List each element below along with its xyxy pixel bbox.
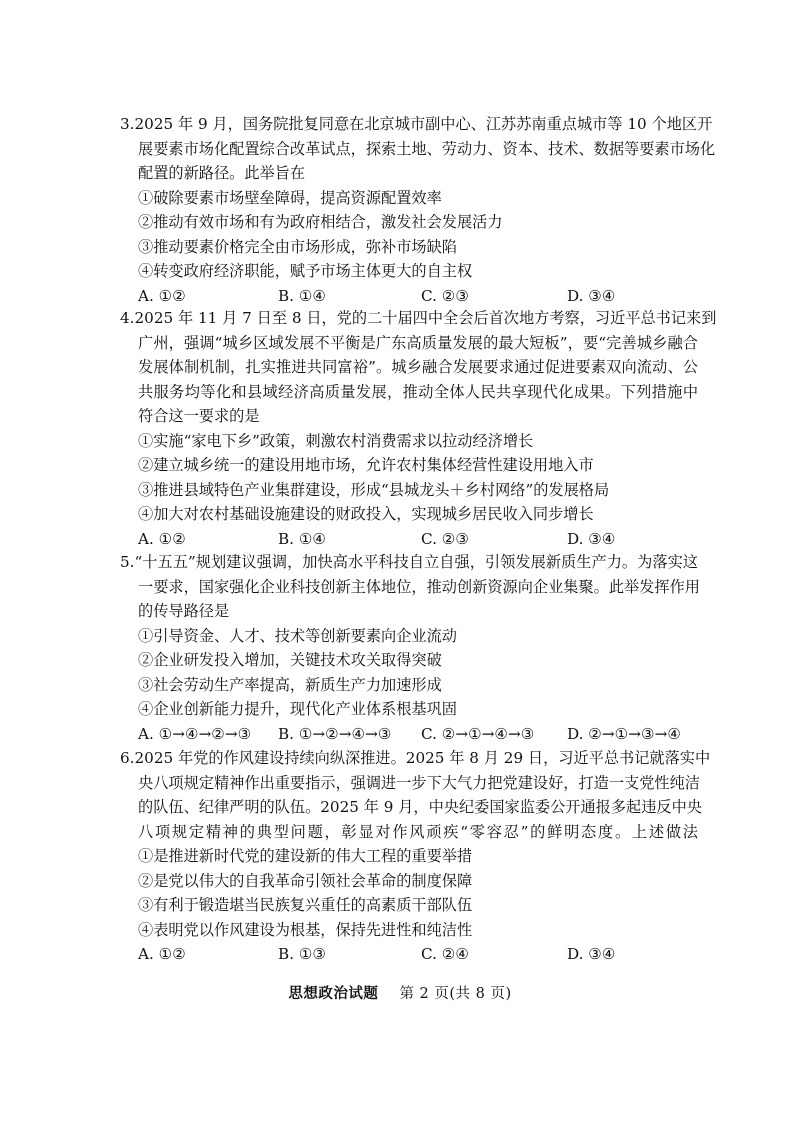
- question-stem-line: 符合这一要求的是: [138, 407, 260, 425]
- option-b: B. ①③: [278, 945, 327, 963]
- question-stem-line: 3.2025 年 9 月，国务院批复同意在北京城市副中心、江苏苏南重点城市等 10 个地区开: [120, 115, 713, 133]
- question-6: [120, 746, 711, 967]
- statement-item: ①是推进新时代党的建设新的伟大工程的重要举措: [138, 847, 473, 865]
- answer-options: [138, 284, 698, 309]
- statement-item: ①引导资金、人才、技术等创新要素向企业流动: [138, 626, 457, 645]
- answer-options: [138, 527, 698, 552]
- footer-subject: 思想政治试题: [288, 985, 379, 1002]
- question-stem-line: 发展体制机制，扎实推进共同富裕”。城乡融合发展要求通过促进要素双向流动、公: [138, 358, 698, 376]
- option-d: D. ③④: [567, 529, 616, 548]
- question-stem-line: 一要求，国家强化企业科技创新主体地位，推动创新资源向企业集聚。此举发挥作用: [138, 577, 700, 596]
- question-stem-line: 的队伍、纪律严明的队伍。2025 年 9 月，中央纪委国家监委公开通报多起违反中央: [138, 798, 702, 816]
- statement-item: ④表明党以作风建设为根基，保持先进性和纯洁性: [138, 920, 473, 939]
- option-b: B. ①→②→④→③: [278, 724, 392, 743]
- statement-item: ①实施“家电下乡”政策，刺激农村消费需求以拉动经济增长: [138, 431, 534, 450]
- option-d: D. ②→①→③→④: [567, 724, 681, 743]
- question-stem-line: 5.“十五五”规划建议强调，加快高水平科技自立自强，引领发展新质生产力。为落实这: [120, 553, 698, 571]
- statement-item: ①破除要素市场壁垒障碍，提高资源配置效率: [138, 188, 442, 207]
- question-5: [120, 550, 700, 746]
- question-stem-line: 共服务均等化和县域经济高质量发展，推动全体人民共享现代化成果。下列措施中: [138, 382, 698, 401]
- statement-item: ②推动有效市场和有为政府相结合，激发社会发展活力: [138, 213, 503, 231]
- option-d: D. ③④: [567, 945, 616, 963]
- statement-item: ④转变政府经济职能，赋予市场主体更大的自主权: [138, 262, 473, 280]
- option-b: B. ①④: [278, 529, 327, 548]
- option-c: C. ②④: [421, 945, 469, 963]
- statement-item: ④企业创新能力提升，现代化产业体系根基巩固: [138, 700, 457, 718]
- statement-item: ③推动要素价格完全由市场形成，弥补市场缺陷: [138, 237, 457, 256]
- page-footer: [0, 982, 800, 1003]
- question-stem-line: 展要素市场化配置综合改革试点，探索土地、劳动力、资本、技术、数据等要素市场化: [138, 139, 716, 158]
- option-a: A. ①→④→②→③: [138, 724, 252, 743]
- answer-options: [138, 942, 698, 967]
- answer-options: [138, 722, 698, 747]
- statement-item: ③推进县域特色产业集群建设，形成“县城龙头＋乡村网络”的发展格局: [138, 480, 610, 499]
- statement-item: ③有利于锻造堪当民族复兴重任的高素质干部队伍: [138, 896, 473, 914]
- option-b: B. ①④: [278, 286, 327, 305]
- option-c: C. ②③: [421, 529, 469, 548]
- footer-page-number: 第 2 页(共 8 页): [399, 986, 512, 1002]
- option-a: A. ①②: [138, 945, 186, 963]
- option-a: A. ①②: [138, 529, 186, 548]
- question-3: [120, 112, 716, 308]
- question-stem-line: 配置的新路径。此举旨在: [138, 164, 306, 182]
- statement-item: ④加大对农村基础设施建设的财政投入，实现城乡居民收入同步增长: [138, 505, 594, 523]
- question-stem-line: 八项规定精神的典型问题，彰显对作风顽疾“零容忍”的鲜明态度。上述做法: [138, 822, 698, 841]
- statement-item: ②建立城乡统一的建设用地市场，允许农村集体经营性建设用地入市: [138, 456, 594, 474]
- question-stem-line: 的传导路径是: [138, 602, 230, 620]
- option-c: C. ②→①→④→③: [421, 724, 535, 743]
- question-4: [120, 306, 717, 551]
- question-stem-line: 6.2025 年党的作风建设持续向纵深推进。2025 年 8 月 29 日，习近平总书记就落实中: [120, 749, 711, 767]
- statement-item: ②企业研发投入增加，关键技术攻关取得突破: [138, 651, 442, 669]
- option-d: D. ③④: [567, 286, 616, 305]
- option-c: C. ②③: [421, 286, 469, 305]
- question-stem-line: 广州，强调“城乡区域发展不平衡是广东高质量发展的最大短板”，要“完善城乡融合: [138, 333, 698, 352]
- option-a: A. ①②: [138, 286, 186, 305]
- question-stem-line: 央八项规定精神作出重要指示，强调进一步下大气力把党建设好，打造一支党性纯洁: [138, 773, 700, 792]
- question-stem-line: 4.2025 年 11 月 7 日至 8 日，党的二十届四中全会后首次地方考察，习近平总书记来到: [120, 309, 717, 327]
- statement-item: ②是党以伟大的自我革命引领社会革命的制度保障: [138, 871, 473, 890]
- statement-item: ③社会劳动生产率提高，新质生产力加速形成: [138, 675, 442, 694]
